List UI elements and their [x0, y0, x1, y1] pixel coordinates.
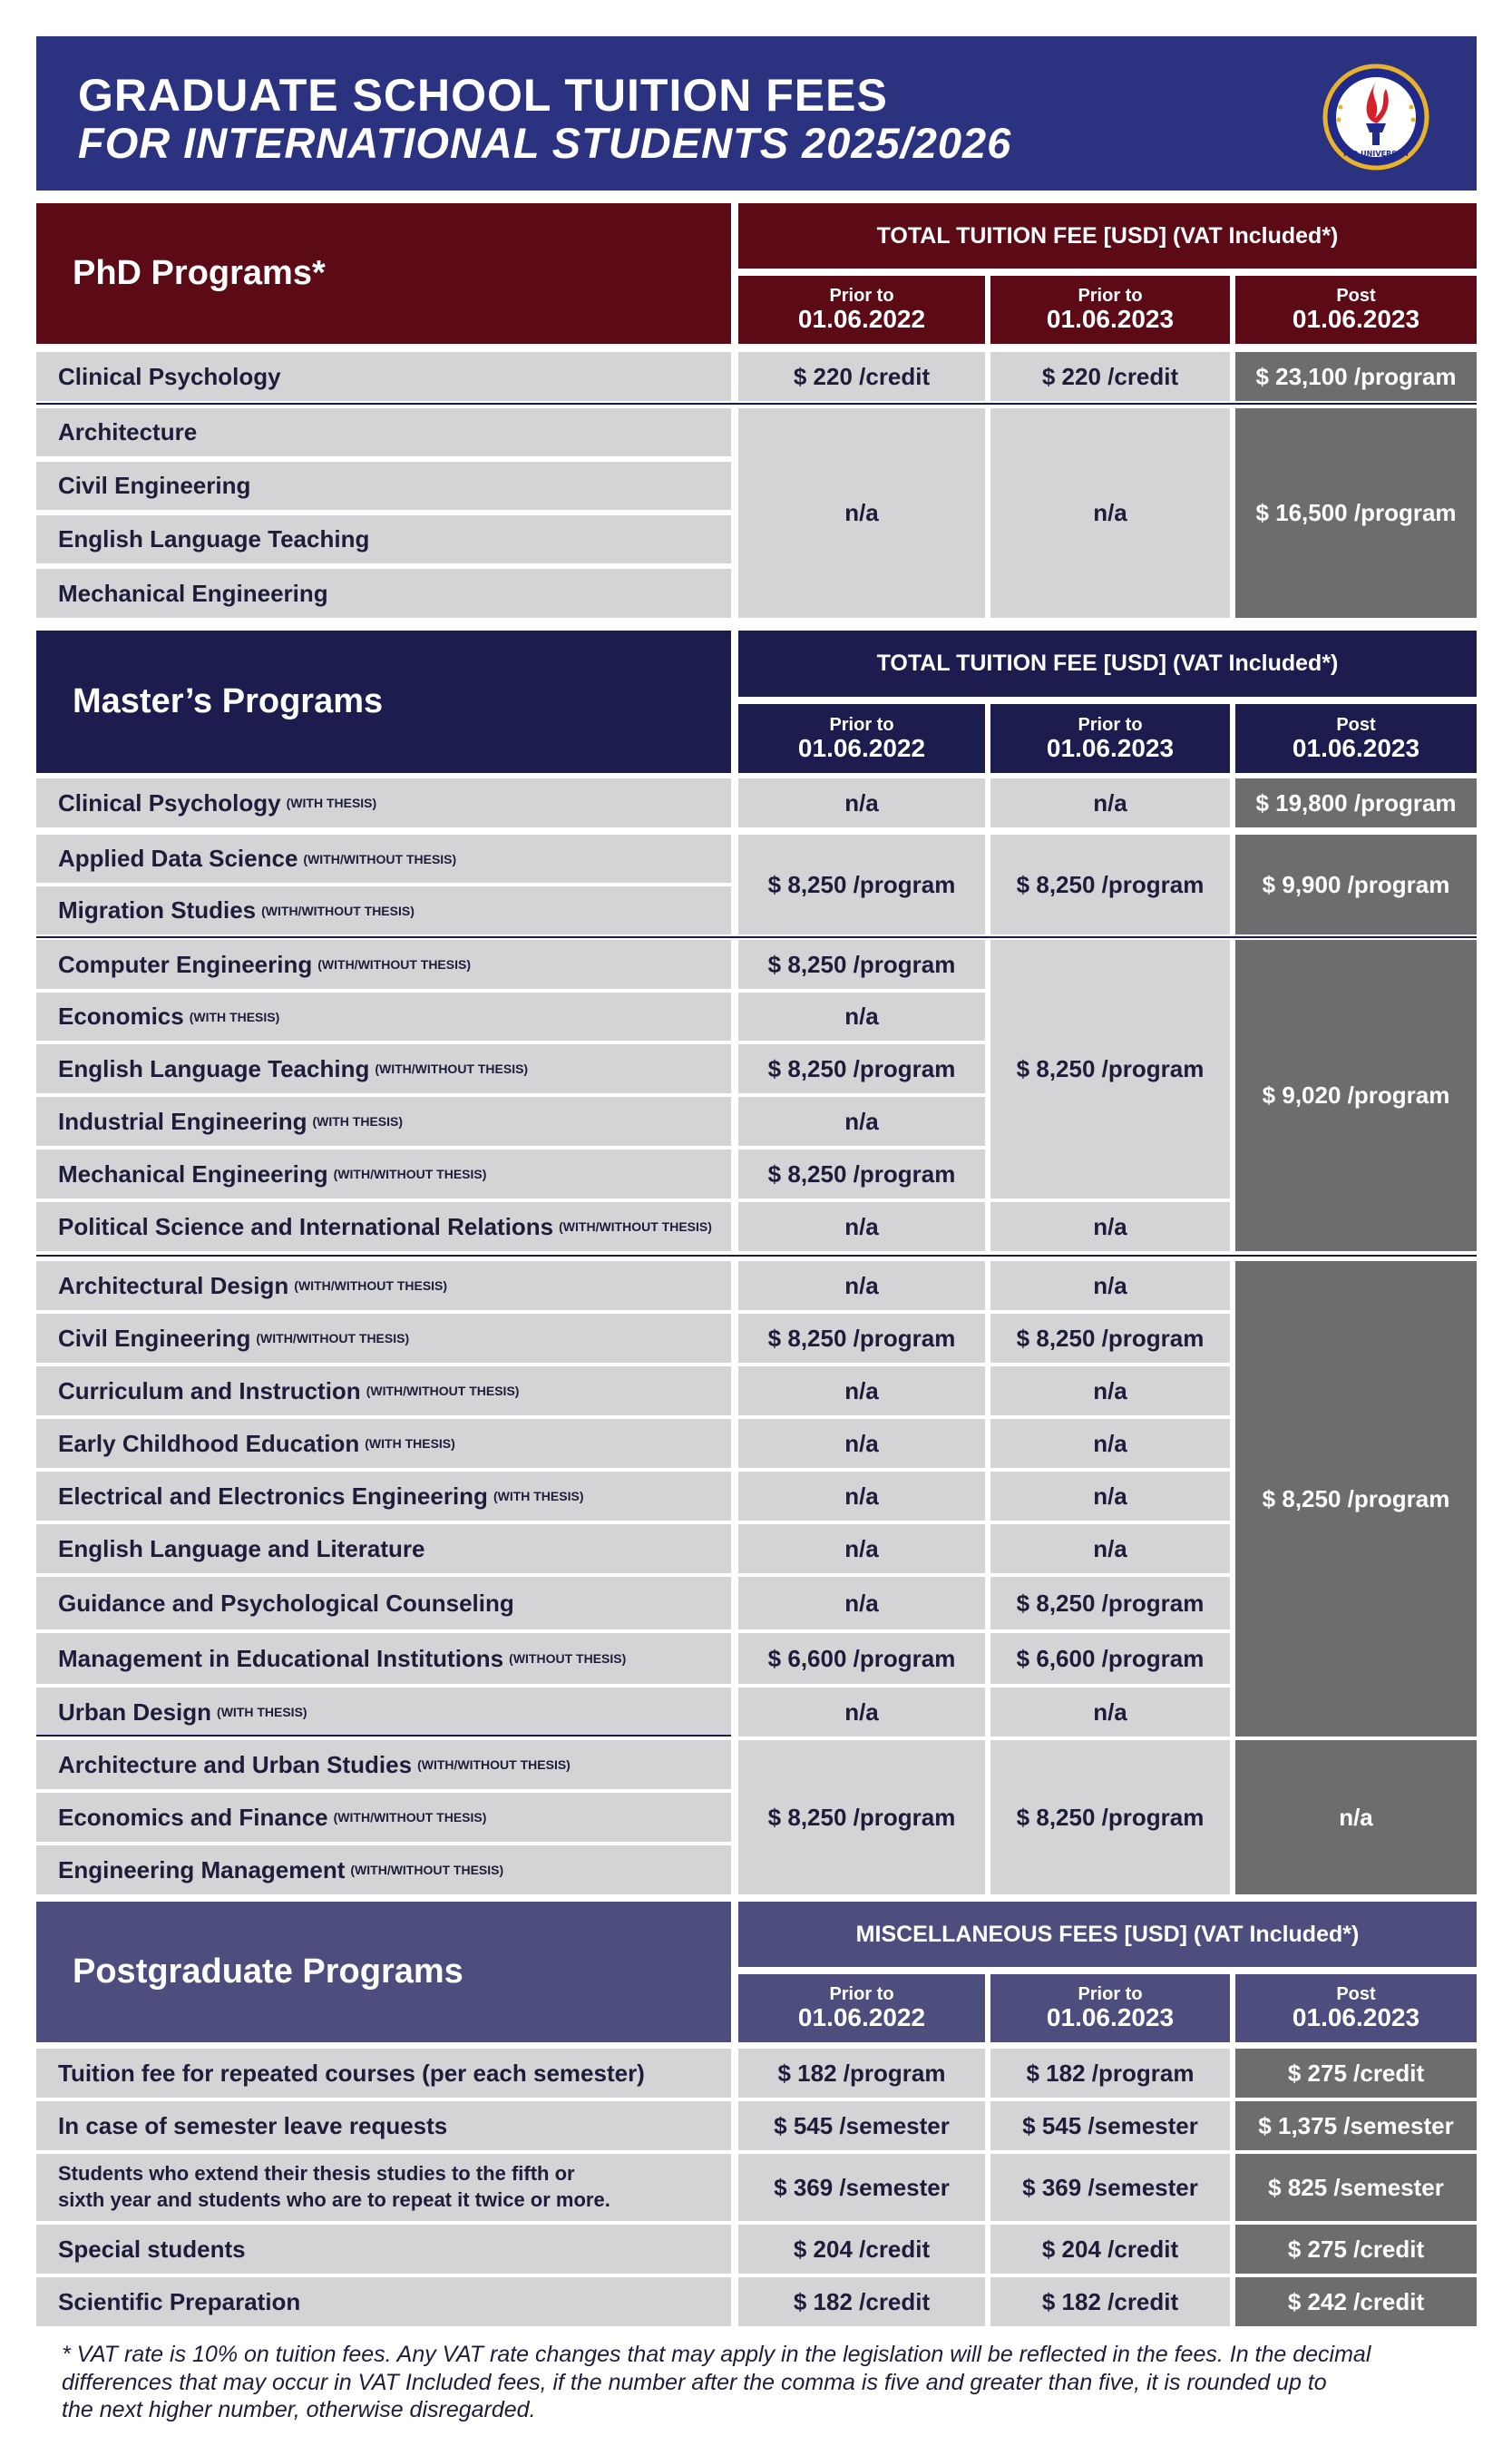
masters-g3-fee-col2: $ 8,250 /program — [990, 1314, 1230, 1363]
masters-col-head-1: Prior to 01.06.2022 — [738, 704, 985, 773]
masters-row: Political Science and International Relations (WITH/WITHOUT THESIS) — [36, 1202, 731, 1251]
postgrad-fee: $ 369 /semester — [738, 2154, 985, 2221]
vat-footnote — [62, 2341, 1477, 2424]
postgrad-fee: $ 242 /credit — [1235, 2277, 1477, 2326]
phd-col-head-3: Post 01.06.2023 — [1235, 276, 1477, 344]
masters-g4-fee-2: $ 8,250 /program — [990, 1740, 1230, 1894]
postgrad-fee: $ 825 /semester — [1235, 2154, 1477, 2221]
phd-row-mechanical-engineering: Mechanical Engineering — [36, 569, 731, 618]
masters-g2-fee-col1: $ 8,250 /program — [738, 1150, 985, 1199]
phd-clinical-fee-2: $ 220 /credit — [990, 352, 1230, 401]
postgrad-row-repeated-courses: Tuition fee for repeated courses (per each semester) — [36, 2049, 731, 2098]
masters-g4-fee-3: n/a — [1235, 1740, 1477, 1894]
masters-g3-fee-col1: n/a — [738, 1419, 985, 1468]
postgrad-row-special-students: Special students — [36, 2225, 731, 2274]
masters-g3-fee-col2: n/a — [990, 1472, 1230, 1521]
masters-row: Civil Engineering (WITH/WITHOUT THESIS) — [36, 1314, 731, 1363]
masters-g3-fee-col2: n/a — [990, 1261, 1230, 1310]
postgrad-fee: $ 182 /program — [990, 2049, 1230, 2098]
masters-clin-fee-2: n/a — [990, 778, 1230, 827]
masters-g3-fee-col2: $ 6,600 /program — [990, 1633, 1230, 1684]
phd-separator — [36, 403, 1477, 405]
masters-row: Early Childhood Education (WITH THESIS) — [36, 1419, 731, 1468]
masters-g3-fee-col1: $ 8,250 /program — [738, 1314, 985, 1363]
postgrad-row-thesis-extension: Students who extend their thesis studies to the fifth or sixth year and students who are to repeat it twice or more. — [36, 2154, 731, 2221]
masters-g3-fee-col2: $ 8,250 /program — [990, 1577, 1230, 1629]
phd-clinical-fee-3: $ 23,100 /program — [1235, 352, 1477, 401]
postgrad-col-head-3: Post 01.06.2023 — [1235, 1974, 1477, 2042]
masters-g3-fee-col1: n/a — [738, 1577, 985, 1629]
phd-row-civil-engineering: Civil Engineering — [36, 462, 731, 510]
phd-clinical-fee-1: $ 220 /credit — [738, 352, 985, 401]
phd-group-fee-2: n/a — [990, 408, 1230, 618]
postgrad-fee-header: MISCELLANEOUS FEES [USD] (VAT Included*) — [738, 1902, 1477, 1967]
masters-g4-fee-1: $ 8,250 /program — [738, 1740, 985, 1894]
masters-row: Urban Design (WITH THESIS) — [36, 1688, 731, 1737]
masters-clin-fee-1: n/a — [738, 778, 985, 827]
masters-g3-fee-col1: $ 6,600 /program — [738, 1633, 985, 1684]
footnote-line-3: the next higher number, otherwise disregarded. — [62, 2397, 536, 2422]
masters-row: Curriculum and Instruction (WITH/WITHOUT THESIS) — [36, 1366, 731, 1415]
masters-row: Applied Data Science (WITH/WITHOUT THESIS) — [36, 835, 731, 883]
masters-g3-fee-col2: n/a — [990, 1688, 1230, 1737]
postgrad-col-head-2: Prior to 01.06.2023 — [990, 1974, 1230, 2042]
postgrad-fee: $ 275 /credit — [1235, 2225, 1477, 2274]
masters-g1-fee-3: $ 9,900 /program — [1235, 835, 1477, 934]
masters-row: Clinical Psychology (WITH THESIS) — [36, 778, 731, 827]
university-logo — [1322, 64, 1429, 171]
phd-section-title: PhD Programs* — [36, 203, 731, 344]
phd-group-fee-1: n/a — [738, 408, 985, 618]
masters-row: Guidance and Psychological Counseling — [36, 1577, 731, 1629]
postgrad-col-head-1: Prior to 01.06.2022 — [738, 1974, 985, 2042]
masters-g3-fee-col2: n/a — [990, 1524, 1230, 1573]
masters-g2-fee-col2-merged: $ 8,250 /program — [990, 940, 1230, 1199]
footnote-line-2: differences that may occur in VAT Included fees, if the number after the comma is five and greater than five, it is rounded up to — [62, 2369, 1327, 2395]
masters-row: Engineering Management (WITH/WITHOUT THESIS) — [36, 1845, 731, 1894]
masters-row: Economics (WITH THESIS) — [36, 993, 731, 1041]
postgrad-fee: $ 204 /credit — [738, 2225, 985, 2274]
masters-g1-fee-2: $ 8,250 /program — [990, 835, 1230, 934]
masters-g3-fee-col2: n/a — [990, 1419, 1230, 1468]
masters-row: English Language and Literature — [36, 1524, 731, 1573]
masters-separator-1 — [36, 936, 1477, 938]
masters-row: Mechanical Engineering (WITH/WITHOUT THESIS) — [36, 1150, 731, 1199]
masters-row: Computer Engineering (WITH/WITHOUT THESIS) — [36, 940, 731, 989]
masters-g2-fee-col1: $ 8,250 /program — [738, 940, 985, 989]
masters-row: Management in Educational Institutions (WITHOUT THESIS) — [36, 1633, 731, 1684]
phd-col-head-1: Prior to 01.06.2022 — [738, 276, 985, 344]
postgrad-fee: $ 182 /program — [738, 2049, 985, 2098]
masters-row: English Language Teaching (WITH/WITHOUT THESIS) — [36, 1044, 731, 1093]
masters-g2-fee-col1: $ 8,250 /program — [738, 1044, 985, 1093]
masters-g3-fee-col1: n/a — [738, 1688, 985, 1737]
masters-g2-fee-col1: n/a — [738, 1097, 985, 1146]
phd-row-english-language-teaching: English Language Teaching — [36, 515, 731, 563]
masters-row: Economics and Finance (WITH/WITHOUT THESIS) — [36, 1793, 731, 1842]
masters-g2-fee-col2-last: n/a — [990, 1202, 1230, 1251]
postgrad-fee: $ 182 /credit — [738, 2277, 985, 2326]
masters-col-head-2: Prior to 01.06.2023 — [990, 704, 1230, 773]
masters-separator-3 — [36, 1735, 731, 1737]
masters-col-head-3: Post 01.06.2023 — [1235, 704, 1477, 773]
masters-row: Architecture and Urban Studies (WITH/WITHOUT THESIS) — [36, 1740, 731, 1789]
masters-row: Industrial Engineering (WITH THESIS) — [36, 1097, 731, 1146]
masters-row: Migration Studies (WITH/WITHOUT THESIS) — [36, 886, 731, 934]
masters-separator-2 — [36, 1255, 1477, 1257]
masters-g3-fee-col1: n/a — [738, 1366, 985, 1415]
postgrad-fee: $ 182 /credit — [990, 2277, 1230, 2326]
postgrad-section-title: Postgraduate Programs — [36, 1902, 731, 2042]
phd-col-head-2: Prior to 01.06.2023 — [990, 276, 1230, 344]
masters-section-title: Master’s Programs — [36, 631, 731, 773]
masters-g2-fee-col1: n/a — [738, 993, 985, 1041]
postgrad-fee: $ 369 /semester — [990, 2154, 1230, 2221]
masters-g3-fee-col3: $ 8,250 /program — [1235, 1261, 1477, 1737]
masters-g3-fee-col1: n/a — [738, 1261, 985, 1310]
phd-row-clinical-psychology: Clinical Psychology — [36, 352, 731, 401]
phd-fee-header: TOTAL TUITION FEE [USD] (VAT Included*) — [738, 203, 1477, 269]
postgrad-row-scientific-preparation: Scientific Preparation — [36, 2277, 731, 2326]
masters-g3-fee-col1: n/a — [738, 1472, 985, 1521]
masters-g2-fee-col3: $ 9,020 /program — [1235, 940, 1477, 1251]
logo-text: TED UNIVERSITY — [1341, 150, 1410, 158]
postgrad-fee: $ 275 /credit — [1235, 2049, 1477, 2098]
masters-row: Electrical and Electronics Engineering (WITH THESIS) — [36, 1472, 731, 1521]
postgrad-fee: $ 545 /semester — [738, 2101, 985, 2150]
phd-row-architecture: Architecture — [36, 408, 731, 456]
header-title-line1: GRADUATE SCHOOL TUITION FEES — [78, 70, 888, 121]
header-title-line2: FOR INTERNATIONAL STUDENTS 2025/2026 — [78, 119, 1012, 167]
masters-row: Architectural Design (WITH/WITHOUT THESIS) — [36, 1261, 731, 1310]
masters-g3-fee-col1: n/a — [738, 1524, 985, 1573]
phd-group-fee-3: $ 16,500 /program — [1235, 408, 1477, 618]
masters-fee-header: TOTAL TUITION FEE [USD] (VAT Included*) — [738, 631, 1477, 697]
postgrad-fee: $ 545 /semester — [990, 2101, 1230, 2150]
masters-g1-fee-1: $ 8,250 /program — [738, 835, 985, 934]
footnote-line-1: * VAT rate is 10% on tuition fees. Any VAT rate changes that may apply in the legislation will be reflected in the fees. In the decimal — [62, 2342, 1371, 2367]
postgrad-fee: $ 1,375 /semester — [1235, 2101, 1477, 2150]
postgrad-fee: $ 204 /credit — [990, 2225, 1230, 2274]
masters-g3-fee-col2: n/a — [990, 1366, 1230, 1415]
masters-clin-fee-3: $ 19,800 /program — [1235, 778, 1477, 827]
masters-g2-fee-col1: n/a — [738, 1202, 985, 1251]
header-banner — [36, 36, 1477, 191]
postgrad-row-semester-leave: In case of semester leave requests — [36, 2101, 731, 2150]
